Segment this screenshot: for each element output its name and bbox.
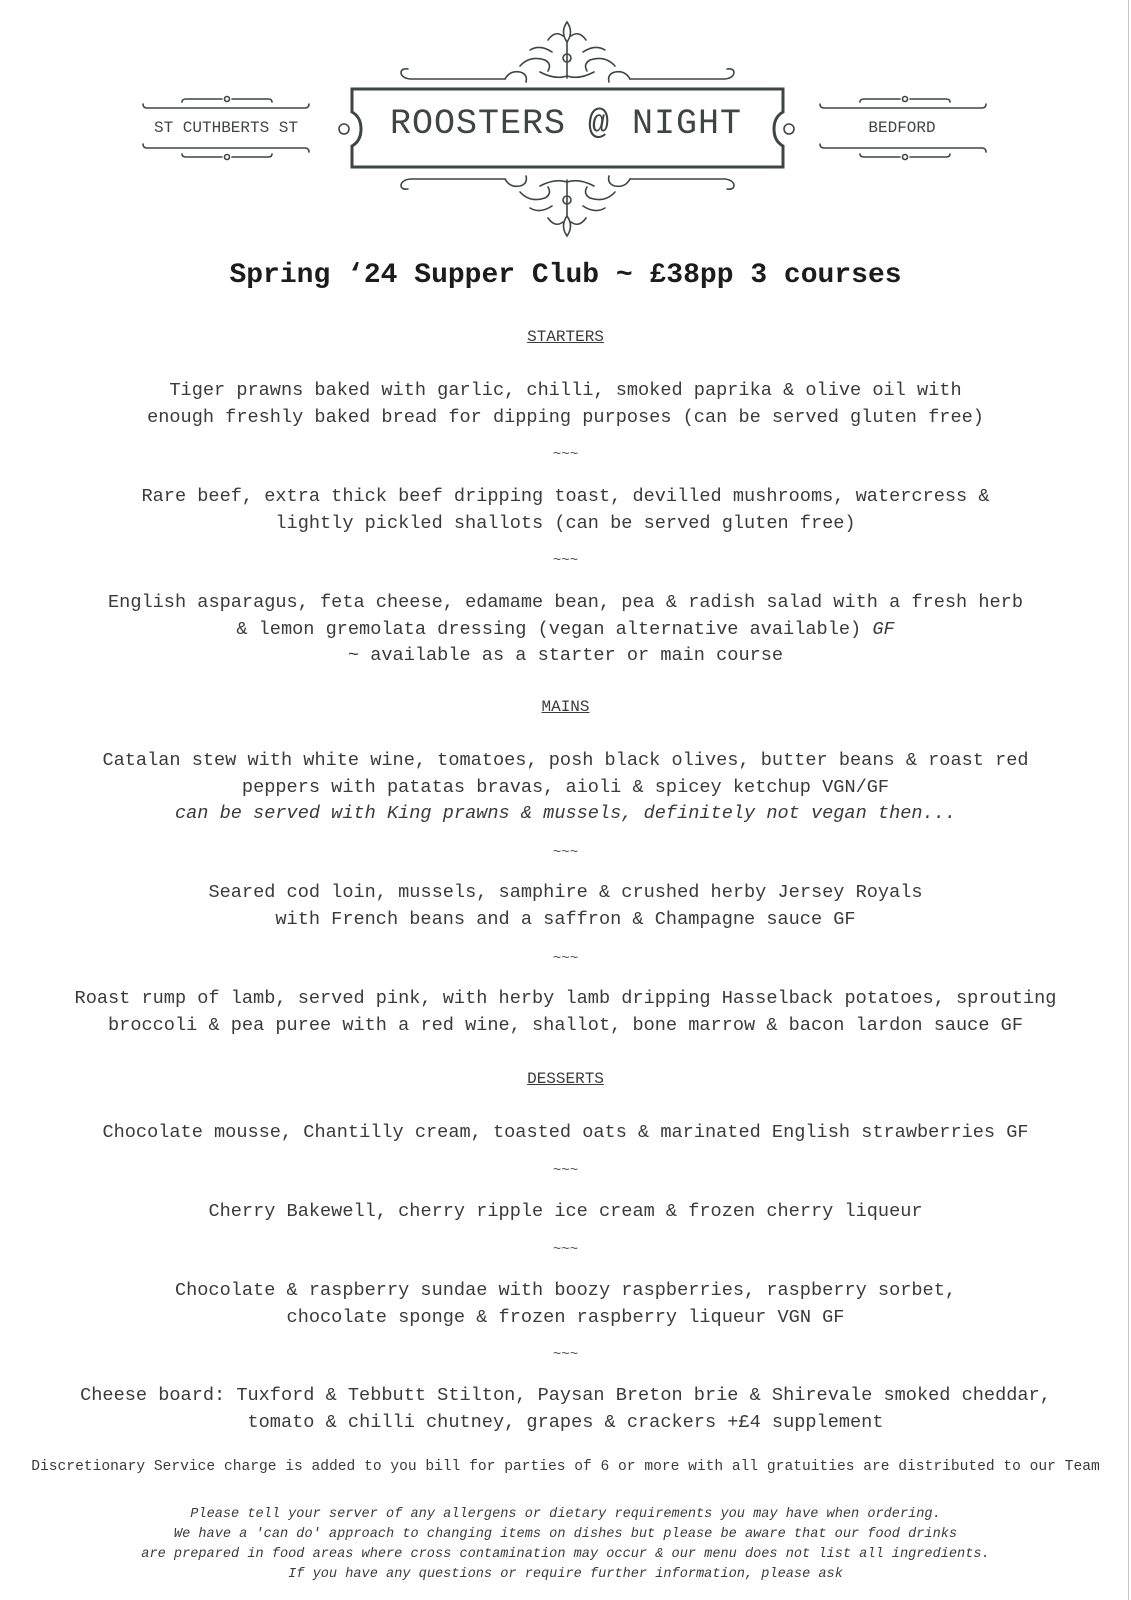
dish-line: Cheese board: Tuxford & Tebbutt Stilton, Paysan Breton brie & Shirevale smoked cheddar, xyxy=(80,1385,1051,1406)
separator: ~~~ xyxy=(552,1242,579,1258)
allergen-line: If you have any questions or require further information, please ask xyxy=(288,1567,843,1582)
dish-item xyxy=(0,1383,1131,1436)
dish-line: Roast rump of lamb, served pink, with herby lamb dripping Hasselback potatoes, sprouting xyxy=(74,988,1057,1009)
dish-line: chocolate sponge & frozen raspberry liqueur VGN GF xyxy=(286,1306,845,1328)
dish-line: Chocolate mousse, Chantilly cream, toasted oats & marinated English strawberries GF xyxy=(102,1122,1029,1143)
separator: ~~~ xyxy=(552,845,579,861)
separator: ~~~ xyxy=(552,553,579,569)
logo-header xyxy=(0,0,1131,250)
dish-item xyxy=(0,378,1131,431)
dish-line: English asparagus, feta cheese, edamame bean, pea & radish salad with a fresh herb xyxy=(108,592,1023,613)
dish-item xyxy=(0,1278,1131,1331)
separator: ~~~ xyxy=(552,447,579,463)
dish-item xyxy=(0,986,1131,1039)
dish-line: peppers with patatas bravas, aioli & spicey ketchup VGN/GF xyxy=(241,776,890,798)
dish-item xyxy=(0,1199,1131,1226)
dish-line: tomato & chilli chutney, grapes & crackers +£4 supplement xyxy=(247,1411,884,1433)
dish-item xyxy=(0,484,1131,537)
allergen-line: are prepared in food areas where cross contamination may occur & our menu does not list all ingredients. xyxy=(141,1547,990,1562)
dish-line: Cherry Bakewell, cherry ripple ice cream & frozen cherry liqueur xyxy=(208,1201,923,1222)
separator: ~~~ xyxy=(552,951,579,967)
restaurant-title: ROOSTERS @ NIGHT xyxy=(389,104,743,144)
dish-line: Seared cod loin, mussels, samphire & crushed herby Jersey Royals xyxy=(208,882,923,903)
starters-heading: STARTERS xyxy=(527,328,604,346)
dish-line: Tiger prawns baked with garlic, chilli, smoked paprika & olive oil with xyxy=(169,380,962,401)
dish-line: ~ available as a starter or main course xyxy=(347,645,784,666)
dish-line: with French beans and a saffron & Champagne sauce GF xyxy=(275,908,856,930)
gf-tag: GF xyxy=(872,618,895,640)
separator: ~~~ xyxy=(552,1163,579,1179)
town-label: BEDFORD xyxy=(868,119,936,137)
desserts-heading: DESSERTS xyxy=(527,1070,604,1088)
menu-headline: Spring ‘24 Supper Club ~ £38pp 3 courses xyxy=(229,260,902,291)
allergen-line: We have a 'can do' approach to changing items on dishes but please be aware that our food drinks xyxy=(173,1527,958,1542)
street-label: ST CUTHBERTS ST xyxy=(153,119,299,137)
dish-line: Chocolate & raspberry sundae with boozy raspberries, raspberry sorbet, xyxy=(174,1280,957,1301)
service-charge-note: Discretionary Service charge is added to you bill for parties of 6 or more with all gratuities are distributed to our Team xyxy=(31,1459,1100,1475)
dish-line xyxy=(0,617,1131,644)
dish-note: can be served with King prawns & mussels, definitely not vegan then... xyxy=(174,803,957,824)
dish-item xyxy=(0,748,1131,828)
dish-line: Rare beef, extra thick beef dripping toast, devilled mushrooms, watercress & xyxy=(141,486,990,507)
separator: ~~~ xyxy=(552,1347,579,1363)
mains-heading: MAINS xyxy=(541,698,590,716)
allergen-note xyxy=(0,1505,1131,1585)
dish-line: enough freshly baked bread for dipping purposes (can be served gluten free) xyxy=(147,406,984,428)
dish-text: & lemon gremolata dressing (vegan alternative available) xyxy=(236,618,862,640)
dish-line: lightly pickled shallots (can be served gluten free) xyxy=(275,512,856,534)
dish-item xyxy=(0,1120,1131,1147)
dish-line: broccoli & pea puree with a red wine, shallot, bone marrow & bacon lardon sauce GF xyxy=(108,1014,1023,1036)
dish-line: Catalan stew with white wine, tomatoes, posh black olives, butter beans & roast red xyxy=(102,750,1029,771)
dish-item xyxy=(0,590,1131,670)
dish-item xyxy=(0,880,1131,933)
allergen-line: Please tell your server of any allergens or dietary requirements you may have when ordering. xyxy=(190,1507,941,1522)
